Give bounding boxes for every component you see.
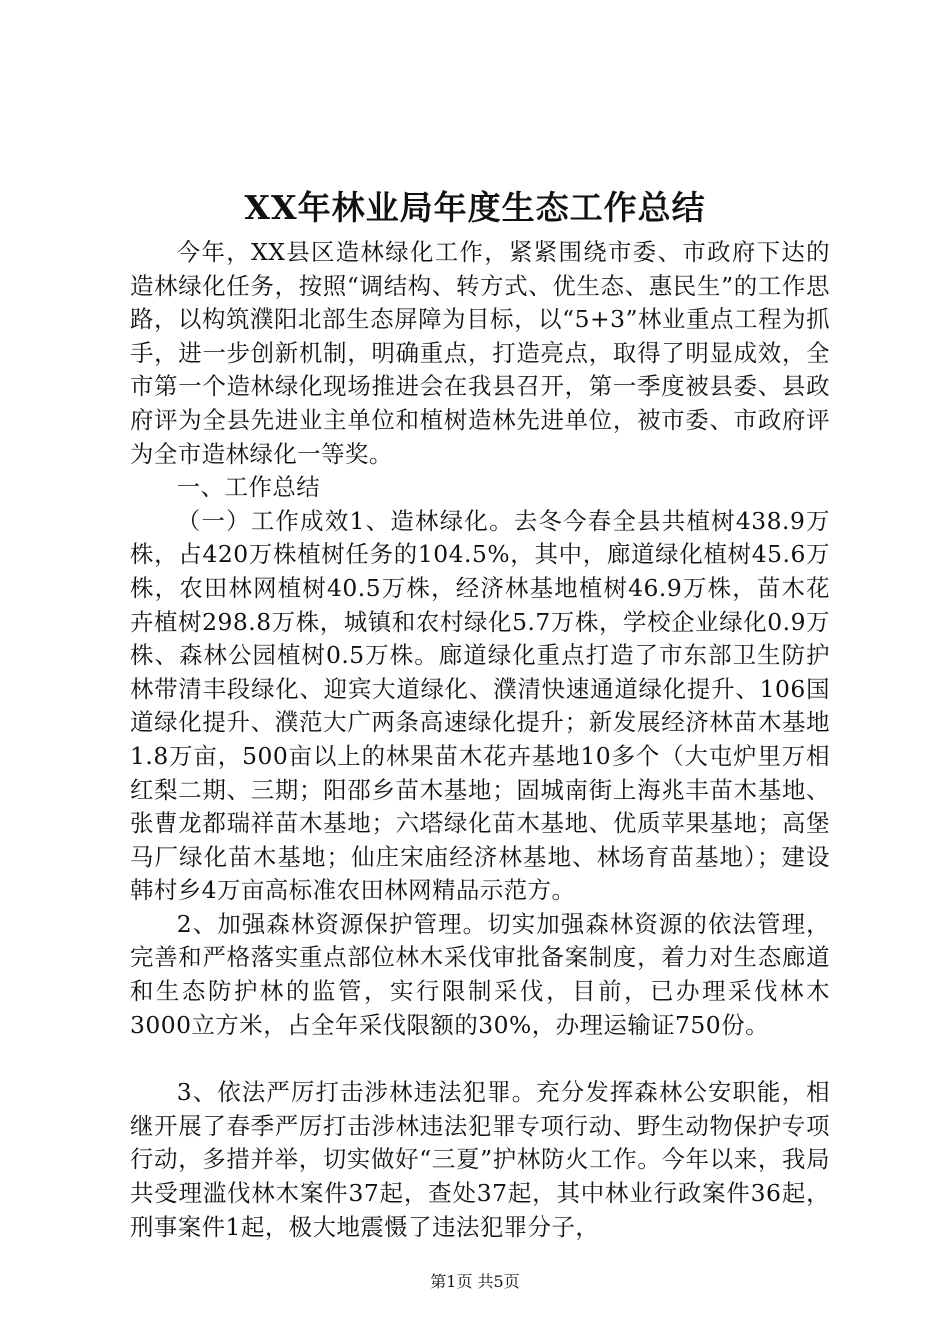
work-results-paragraph: （一）工作成效1、造林绿化。去冬今春全县共植树438.9万株，占420万株植树任务的104.5%，其中，廊道绿化植树45.6万株，农田林网植树40.5万株，经济林基地植树46.9万株，苗木花卉植树298.8万株，城镇和农村绿化5.7万株，学校企业绿化0.9万株、森林公园植树0.5万株。廊道绿化重点打造了市东部卫生防护林带清丰段绿化、迎宾大道绿化、濮清快速通道绿化提升、106国道绿化提升、濮范大广两条高速绿化提升；新发展经济林苗木基地1.8万亩，500亩以上的林果苗木花卉基地10多个（大屯炉里万相红梨二期、三期；阳邵乡苗木基地；固城南街上海兆丰苗木基地、张曹龙都瑞祥苗木基地；六塔绿化苗木基地、优质苹果基地；高堡马厂绿化苗木基地；仙庄宋庙经济林基地、林场育苗基地）；建设韩村乡4万亩高标准农田林网精品示范方。: [130, 506, 830, 905]
section-heading: 一、工作总结: [176, 473, 321, 502]
page-number: 第1页 共5页: [430, 1272, 520, 1291]
document-title: XX年林业局年度生态工作总结: [244, 188, 706, 227]
document-body: [130, 236, 830, 1244]
intro-paragraph: 今年，XX县区造林绿化工作，紧紧围绕市委、市政府下达的造林绿化任务，按照“调结构、转方式、优生态、惠民生”的工作思路，以构筑濮阳北部生态屏障为目标，以“5+3”林业重点工程为抓手，进一步创新机制，明确重点，打造亮点，取得了明显成效，全市第一个造林绿化现场推进会在我县召开，第一季度被县委、县政府评为全县先进业主单位和植树造林先进单位，被市委、市政府评为全市造林绿化一等奖。: [130, 238, 830, 468]
forest-protection-paragraph: 2、加强森林资源保护管理。切实加强森林资源的依法管理，完善和严格落实重点部位林木采伐审批备案制度，着力对生态廊道和生态防护林的监管，实行限制采伐，目前，已办理采伐林木3000立方米，占全年采伐限额的30%，办理运输证750份。: [130, 909, 830, 1039]
law-enforcement-paragraph: 3、依法严厉打击涉林违法犯罪。充分发挥森林公安职能，相继开展了春季严厉打击涉林违法犯罪专项行动、野生动物保护专项行动，多措并举，切实做好“三夏”护林防火工作。今年以来，我局共受理滥伐林木案件37起，查处37起，其中林业行政案件36起，刑事案件1起，极大地震慑了违法犯罪分子，: [130, 1078, 830, 1241]
